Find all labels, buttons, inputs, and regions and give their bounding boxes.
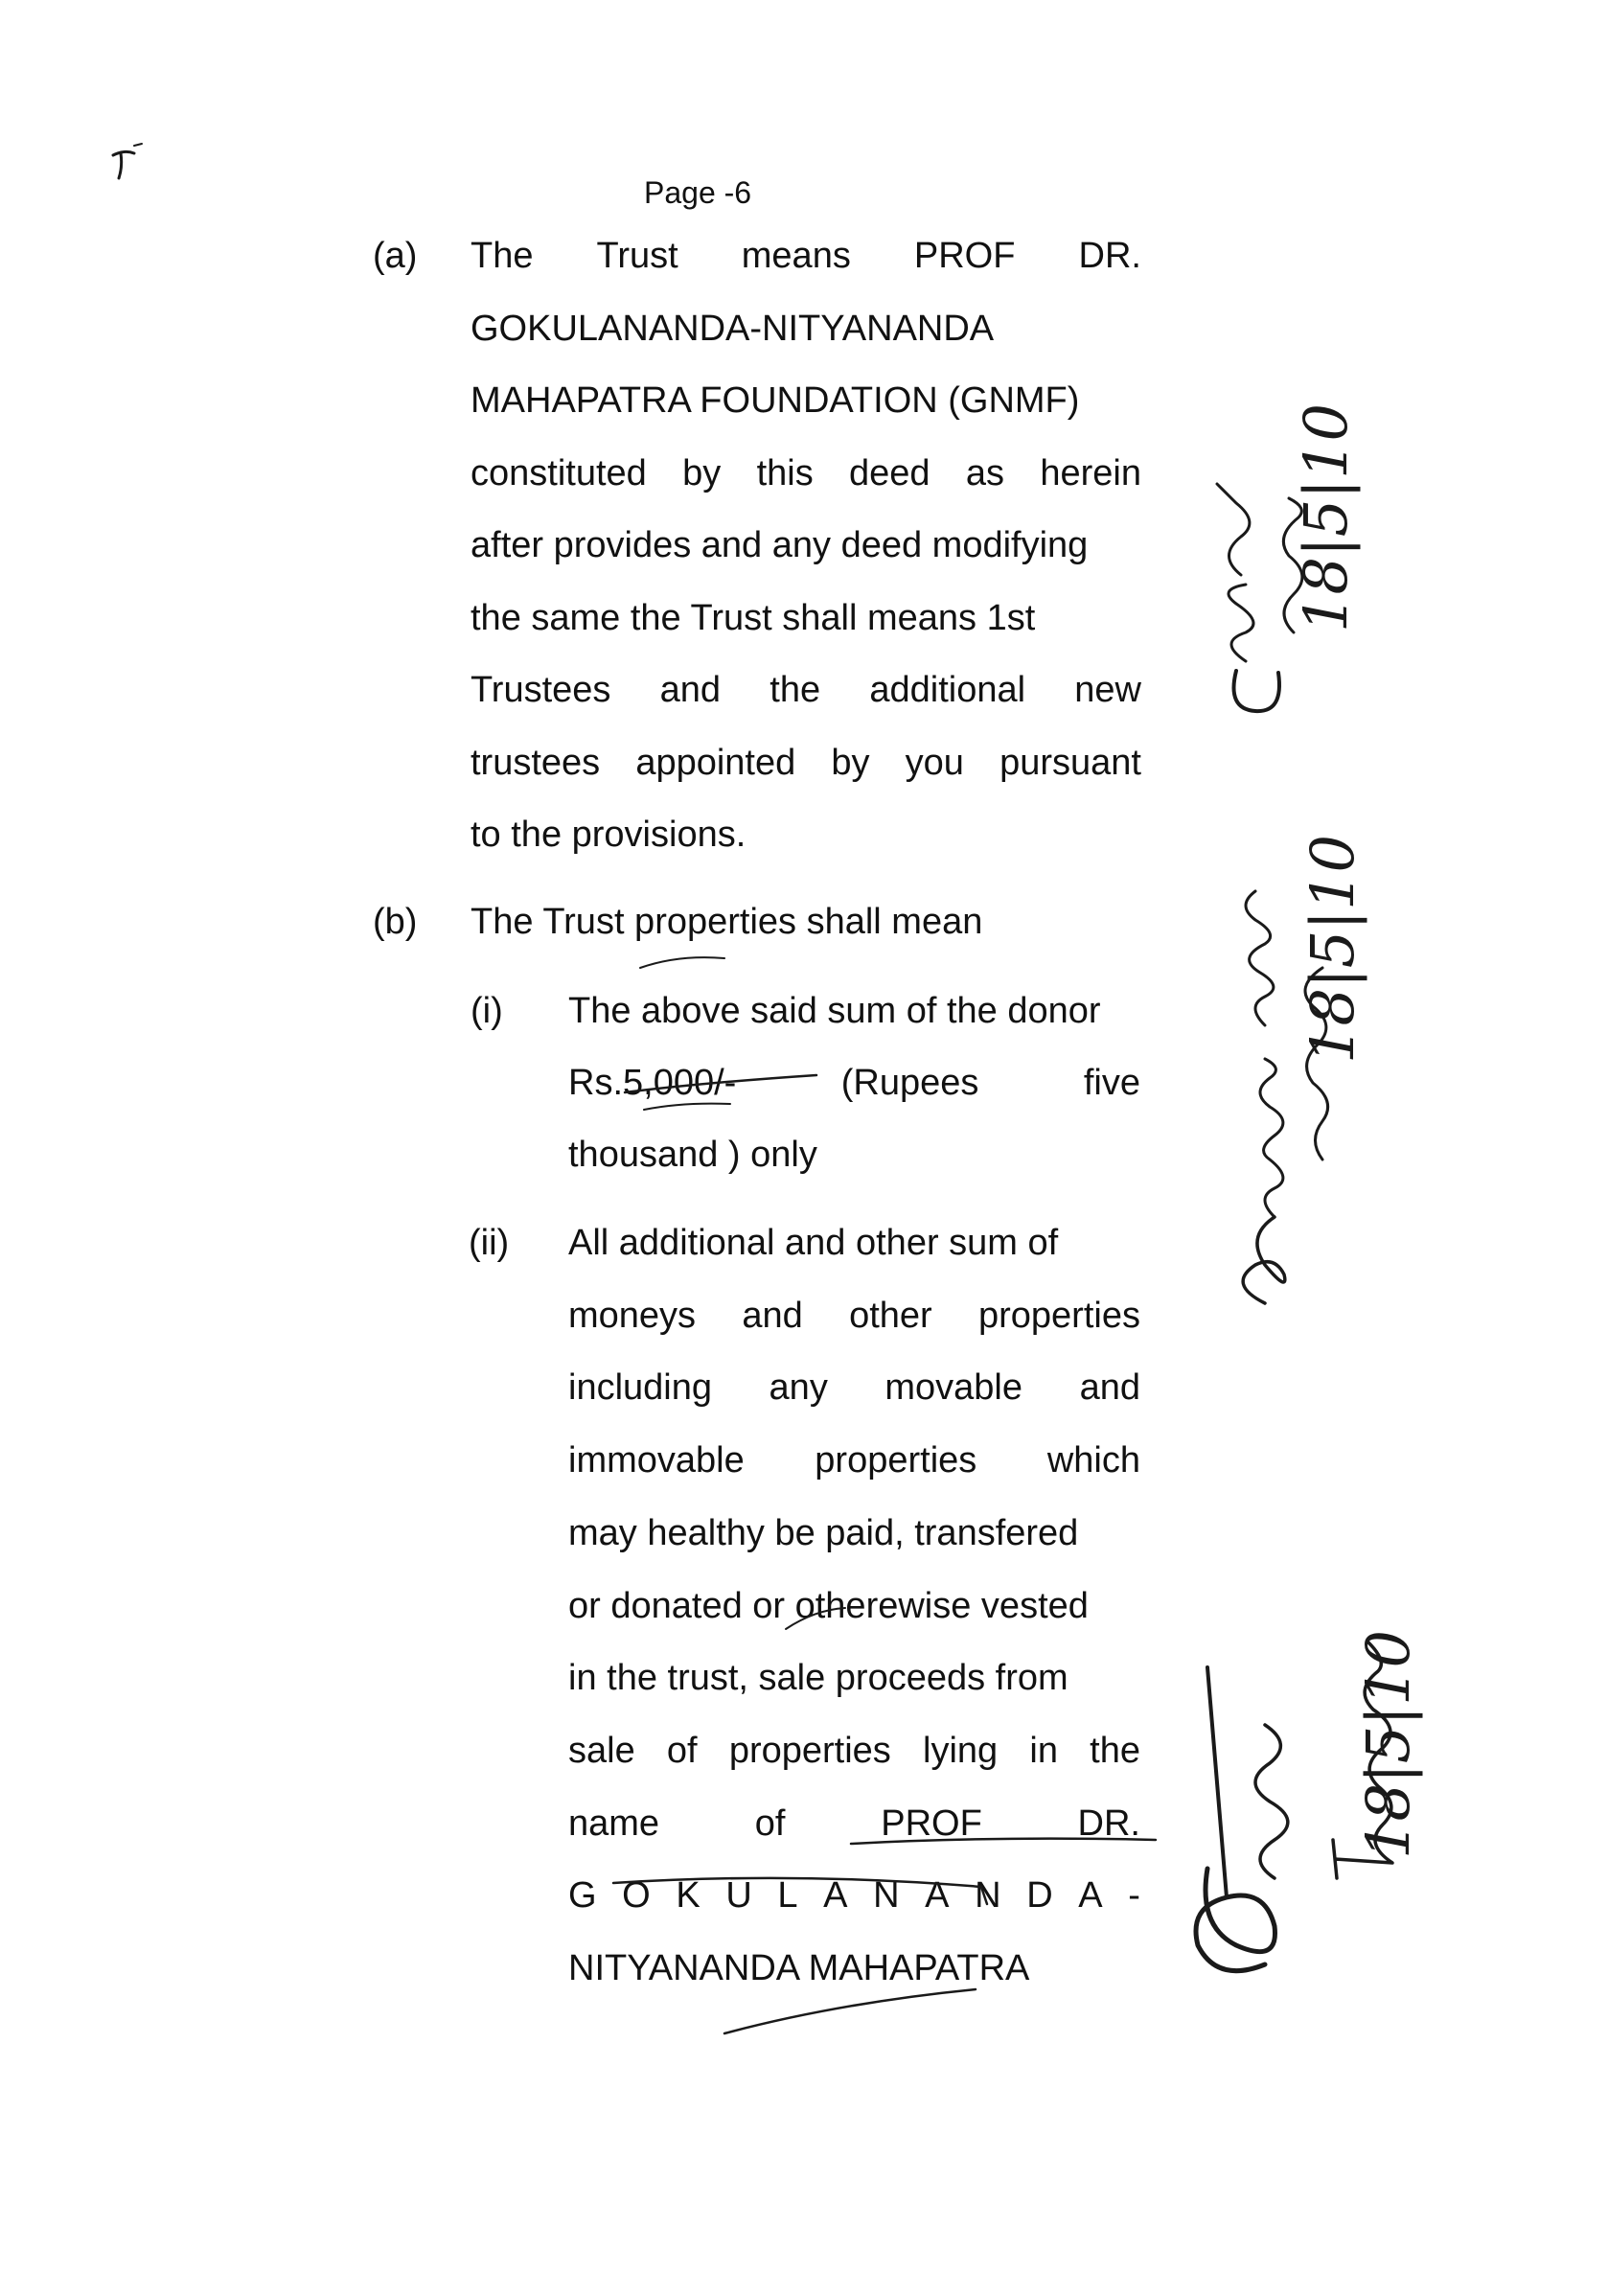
clause-a-line bbox=[471, 524, 1088, 566]
item-ii-word: lying bbox=[923, 1730, 999, 1771]
item-ii-word: All additional and other sum of bbox=[568, 1223, 1059, 1263]
item-i-word: five bbox=[1083, 1063, 1140, 1103]
clause-a-word: Trustees bbox=[471, 670, 611, 710]
clause-a-word: additional bbox=[869, 670, 1026, 710]
item-ii-word: K bbox=[676, 1875, 701, 1917]
page-number: Page -6 bbox=[644, 175, 752, 210]
item-ii-word: which bbox=[1046, 1440, 1140, 1481]
signature-treasurer-title bbox=[1333, 1642, 1392, 1878]
item-ii-word: in bbox=[1029, 1730, 1058, 1771]
item-ii-word: D bbox=[1026, 1875, 1053, 1917]
clause-b-marker: (b) bbox=[373, 902, 418, 942]
clause-a-line bbox=[471, 742, 1141, 784]
text-underlines bbox=[613, 957, 1156, 2033]
item-ii-word: U bbox=[725, 1875, 752, 1917]
item-ii-word: properties bbox=[977, 1295, 1140, 1336]
clause-a-word: constituted bbox=[471, 452, 647, 494]
clause-b-heading: The Trust properties shall mean bbox=[471, 902, 983, 942]
item-ii-word: immovable bbox=[568, 1440, 745, 1481]
clause-a-word: PROF bbox=[913, 236, 1016, 276]
item-ii-line bbox=[568, 1439, 1140, 1481]
item-ii-line bbox=[568, 1802, 1140, 1845]
clause-a-line bbox=[471, 235, 1141, 277]
clause-a-word: appointed bbox=[635, 742, 796, 783]
clause-a-word: pursuant bbox=[999, 742, 1141, 783]
clause-a-word: deed bbox=[849, 452, 930, 494]
clause-a-word: to the provisions. bbox=[471, 815, 747, 855]
item-ii-line bbox=[568, 1874, 1140, 1917]
item-ii-word: may healthy be paid, transfered bbox=[568, 1512, 1079, 1553]
clause-a-word: MAHAPATRA FOUNDATION (GNMF) bbox=[471, 380, 1080, 421]
clause-a-line bbox=[471, 308, 994, 350]
item-ii-line bbox=[568, 1585, 1089, 1627]
clause-a-marker: (a) bbox=[373, 236, 418, 276]
item-ii-word: A bbox=[925, 1875, 950, 1917]
signature-treasurer-date bbox=[1353, 1630, 1423, 1859]
item-i-word: The above said sum of the donor bbox=[568, 991, 1101, 1031]
item-ii-line bbox=[568, 1295, 1140, 1337]
clause-a-word: means bbox=[741, 236, 851, 276]
item-ii-word: L bbox=[777, 1875, 798, 1917]
item-ii-word: N bbox=[975, 1875, 1001, 1917]
item-ii-marker: (ii) bbox=[469, 1223, 510, 1263]
clause-a-word: by bbox=[682, 452, 722, 494]
item-i-line bbox=[568, 1062, 1140, 1104]
signature-treasurer bbox=[1196, 1667, 1288, 1971]
signature-secretary-date-text: 18|5|10 bbox=[1291, 402, 1361, 632]
item-ii-word: moneys bbox=[568, 1295, 697, 1336]
item-ii-word: and bbox=[1079, 1367, 1140, 1409]
clause-a-word: the same the Trust shall means 1st bbox=[471, 597, 1036, 638]
clause-a-word: DR. bbox=[1078, 236, 1141, 276]
item-ii-word: other bbox=[849, 1295, 932, 1336]
signature-secretary bbox=[1217, 484, 1302, 711]
clause-a-line bbox=[471, 814, 746, 856]
item-ii-word: N bbox=[873, 1875, 900, 1917]
item-ii-word: G bbox=[568, 1875, 597, 1917]
clause-a-word: the bbox=[770, 670, 821, 710]
item-ii-word: the bbox=[1090, 1730, 1140, 1771]
item-ii-word: movable bbox=[884, 1367, 1023, 1409]
stray-mark bbox=[113, 144, 142, 178]
clause-a-line bbox=[471, 452, 1141, 494]
clause-a-line bbox=[471, 669, 1141, 711]
clause-a-word: as bbox=[965, 452, 1005, 494]
item-ii-word: including bbox=[568, 1367, 712, 1409]
item-ii-word: O bbox=[622, 1875, 651, 1917]
clause-a-word: GOKULANANDA-NITYANANDA bbox=[471, 308, 995, 349]
item-i-word: thousand ) only bbox=[568, 1135, 817, 1175]
item-ii-line bbox=[568, 1512, 1078, 1554]
signature-president-date bbox=[1298, 835, 1367, 1064]
item-ii-word: DR. bbox=[1077, 1802, 1140, 1844]
clause-a-word: and bbox=[659, 670, 722, 710]
item-ii-word: name bbox=[568, 1802, 660, 1844]
signature-president bbox=[1243, 891, 1327, 1303]
clause-a-word: trustees bbox=[471, 742, 601, 783]
item-ii-line bbox=[568, 1222, 1058, 1264]
signature-secretary-date bbox=[1291, 403, 1361, 632]
item-ii-word: A bbox=[1078, 1875, 1103, 1917]
signature-treasurer-date-text: 18|5|10 bbox=[1353, 1629, 1423, 1859]
item-ii-word: - bbox=[1128, 1875, 1140, 1917]
item-ii-word: NITYANANDA MAHAPATRA bbox=[568, 1948, 1030, 1988]
item-i-line bbox=[568, 1134, 817, 1176]
item-i-word: (Rupees bbox=[840, 1063, 979, 1103]
item-ii-word: A bbox=[823, 1875, 848, 1917]
clause-a-word: by bbox=[831, 742, 870, 783]
item-ii-word: or donated or otherewise vested bbox=[568, 1585, 1089, 1626]
item-ii-word: any bbox=[769, 1367, 828, 1409]
item-i-line bbox=[568, 990, 1101, 1032]
clause-a-word: Trust bbox=[596, 236, 678, 276]
item-ii-word: PROF bbox=[881, 1802, 982, 1844]
item-ii-word: properties bbox=[728, 1730, 891, 1771]
item-i-word: Rs.5,000/- bbox=[568, 1063, 737, 1103]
item-ii-word: properties bbox=[815, 1440, 977, 1481]
clause-a-word: new bbox=[1074, 670, 1141, 710]
clause-a-word: this bbox=[756, 452, 814, 494]
clause-a-line bbox=[471, 379, 1079, 422]
clause-a-word: after provides and any deed modifying bbox=[471, 525, 1089, 565]
item-ii-word: of bbox=[754, 1802, 786, 1844]
clause-a-word: The bbox=[471, 236, 534, 276]
item-ii-line bbox=[568, 1947, 1029, 1989]
clause-a-line bbox=[471, 597, 1035, 639]
item-i-marker: (i) bbox=[471, 991, 503, 1031]
item-ii-line bbox=[568, 1657, 1068, 1699]
item-ii-word: and bbox=[742, 1295, 803, 1336]
item-ii-word: in the trust, sale proceeds from bbox=[568, 1658, 1068, 1699]
item-ii-line bbox=[568, 1730, 1140, 1772]
item-ii-word: of bbox=[666, 1730, 698, 1771]
clause-a-word: herein bbox=[1040, 452, 1141, 494]
clause-a-word: you bbox=[905, 742, 964, 783]
item-ii-word: sale bbox=[568, 1730, 635, 1771]
item-ii-line bbox=[568, 1366, 1140, 1409]
signature-president-date-text: 18|5|10 bbox=[1298, 834, 1367, 1064]
